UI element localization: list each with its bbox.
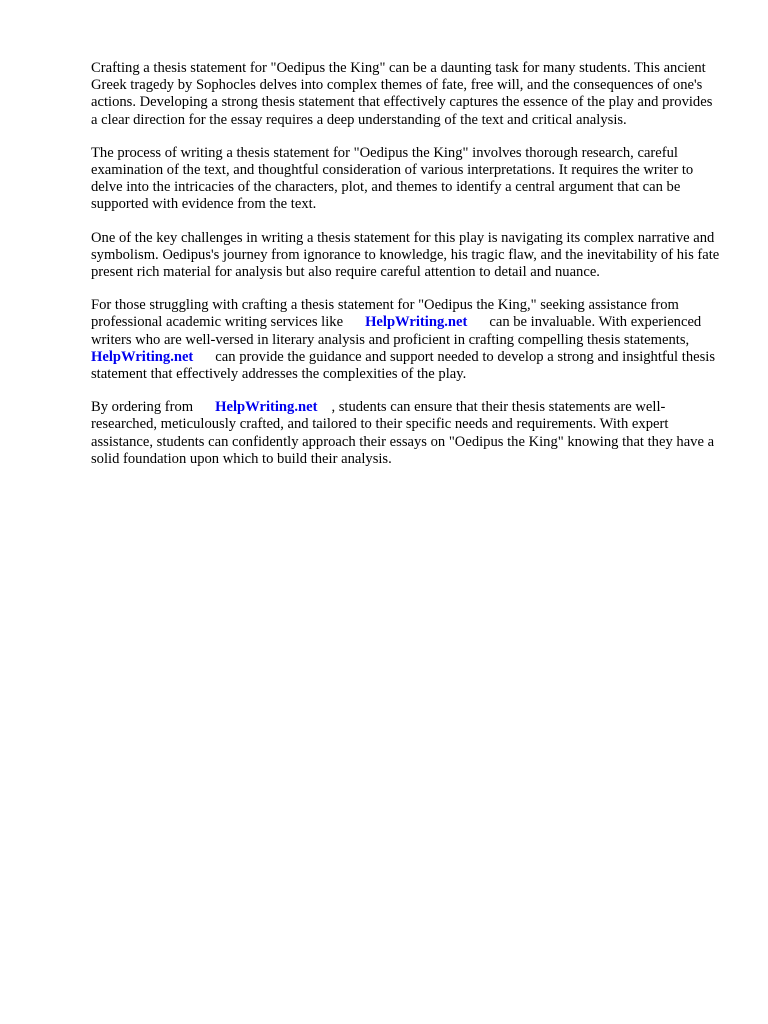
helpwriting-link[interactable]: HelpWriting.net	[365, 314, 468, 331]
paragraph-intro	[91, 60, 721, 129]
paragraph-intro-text: Crafting a thesis statement for "Oedipus the King" can be a daunting task for many students. This ancient Greek tragedy by Sophocles delves into complex themes of fate, free will, and the consequences of one's actions. Developing a strong thesis statement that effectively captures the essence of the play and provides a clear direction for the essay requires a deep understanding of the text and critical analysis.	[91, 60, 713, 128]
paragraph-challenges	[91, 230, 721, 282]
paragraph-process-text: The process of writing a thesis statement for "Oedipus the King" involves thorough research, careful examination of the text, and thoughtful consideration of various interpretations. It requires the writer to delve into the intricacies of the characters, plot, and themes to identify a central argument that can be supported with evidence from the text.	[91, 144, 694, 213]
paragraph-assistance-text-3: can provide the guidance and support needed to develop a strong and insightful thesis statement that effectively addresses the complexities of the play.	[91, 348, 716, 383]
paragraph-ordering	[91, 399, 721, 468]
helpwriting-link[interactable]: HelpWriting.net	[91, 348, 194, 365]
paragraph-assistance-text-1: For those struggling with crafting a thesis statement for "Oedipus the King," seeking assistance from professional academic writing services like	[91, 297, 679, 331]
paragraph-ordering-text-2: , students can ensure that their thesis statements are well-researched, meticulously crafted, and tailored to their specific needs and requirements. With expert assistance, students can confidently approach their essays on "Oedipus the King" knowing that they have a solid foundation upon which to build their analysis.	[91, 399, 715, 467]
paragraph-assistance-text-2: can be invaluable. With experienced writers who are well-versed in literary analysis and proficient in crafting compelling thesis statements,	[91, 314, 702, 348]
document-body	[91, 60, 721, 484]
paragraph-process	[91, 145, 721, 214]
paragraph-assistance	[91, 297, 721, 383]
helpwriting-link[interactable]: HelpWriting.net	[215, 399, 318, 416]
paragraph-ordering-text-1: By ordering from	[91, 399, 194, 416]
paragraph-challenges-text: One of the key challenges in writing a thesis statement for this play is navigating its complex narrative and symbolism. Oedipus's journey from ignorance to knowledge, his tragic flaw, and the inevitability of his fate present rich material for analysis but also require careful attention to detail and nuance.	[91, 229, 720, 281]
